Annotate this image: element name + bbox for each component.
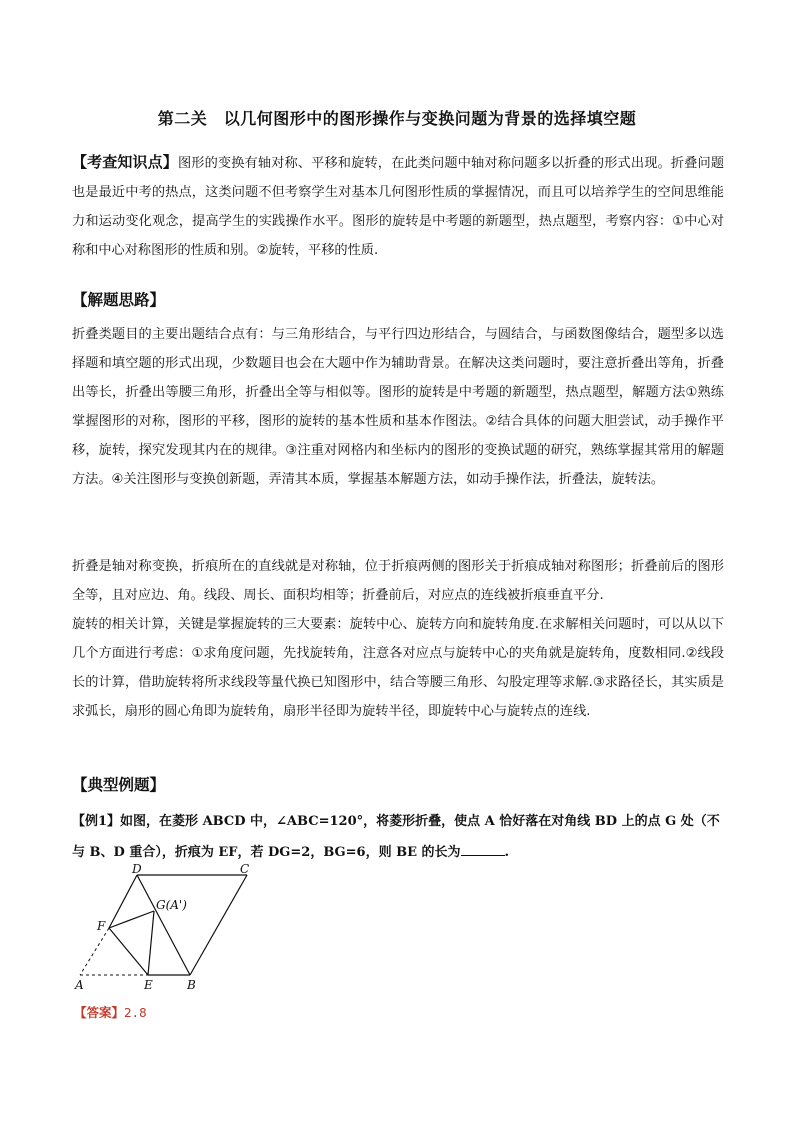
example-1 [72,806,727,868]
label-E: E [144,978,153,992]
answer [74,1003,147,1021]
knowledge-heading: 【考查知识点】 [72,153,178,171]
example-1-text: 如图，在菱形 ABCD 中，∠ABC=120°，将菱形折叠，使点 A 恰好落在对角线 BD 上的点 G 处（不与 B、D 重合），折痕为 EF，若 DG=2，BG=6，则 BE 的长为 [72,814,720,860]
label-C: C [240,862,250,876]
rhombus-figure [72,862,262,997]
answer-label: 【答案】 [74,1005,125,1020]
example-1-label: 【例1】 [72,814,121,829]
segment-GE [148,911,154,975]
label-A: A [75,978,84,992]
example-1-end: . [504,845,510,860]
label-F: F [97,919,106,933]
approach-paragraph-2: 折叠是轴对称变换，折痕所在的直线就是对称轴，位于折痕两侧的图形关于折痕成轴对称图形；折叠前后的图形全等，且对应边、角。线段、周长、面积均相等；折叠前后，对应点的连线被折痕垂直平分. [72,559,724,603]
segment-FG [109,911,154,928]
label-B: B [187,978,196,992]
label-D: D [132,862,142,876]
knowledge-lead: 图形的变换有轴对称、平移和旋转，在此类问题中轴对称问题多以折叠的形式出现。 [177,156,671,171]
knowledge-section [72,148,724,265]
label-G: G(A') [156,898,187,912]
answer-value: 2.8 [124,1005,147,1020]
edge-DF [109,875,137,928]
diagonal-DB [137,875,190,975]
examples-heading: 【典型例题】 [72,775,166,794]
edge-FA-dashed [80,928,109,975]
knowledge-body: 折叠问题也是最近中考的热点，这类问题不但考察学生对基本几何图形性质的掌握情况，而且可以培养学生的空间思维能力和运动变化观念，提高学生的实践操作水平。图形的旋转是中考题的新题型，热点题型，考察内容：①中心对称和中心对称图形的性质和别。②旋转，平移的性质. [72,156,725,258]
approach-paragraph-1: 折叠类题目的主要出题结合点有：与三角形结合，与平行四边形结合，与圆结合，与函数图像结合，题型多以选择题和填空题的形式出现，少数题目也会在大题中作为辅助背景。在解决这类问题时，要注意折叠出等角，折叠出等长，折叠出等腰三角形，折叠出全等与相似等。图形的旋转是中考题的新题型，热点题型，解题方法①熟练掌握图形的对称，图形的平移，图形的旋转的基本性质和基本作图法。②结合具体的问题大胆尝试，动手操作平移，旋转，探究发现其内在的规律。③注重对网格内和坐标内的图形的变换试题的研究，熟练掌握其常用的解题方法。④关注图形与变换创新题，弄清其本质，掌握基本解题方法，如动手操作法，折叠法，旋转法。 [72,327,724,487]
approach-heading: 【解题思路】 [72,290,166,309]
page-title: 第二关 以几何图形中的图形操作与变换问题为背景的选择填空题 [157,109,637,128]
crease-FE [109,928,148,975]
answer-blank [461,842,505,856]
approach-paragraph-3: 旋转的相关计算，关键是掌握旋转的三大要素：旋转中心、旋转方向和旋转角度.在求解相关问题时，可以从以下几个方面进行考虑：①求角度问题，先找旋转角，注意各对应点与旋转中心的夹角就是旋转角，度数相同.②线段长的计算，借助旋转将所求线段等量代换已知图形中，结合等腰三角形、勾股定理等求解.③求路径长，其实质是求弧长，扇形的圆心角即为旋转角，扇形半径即为旋转半径，即旋转中心与旋转点的连线. [72,617,724,719]
edge-CB [190,875,247,975]
